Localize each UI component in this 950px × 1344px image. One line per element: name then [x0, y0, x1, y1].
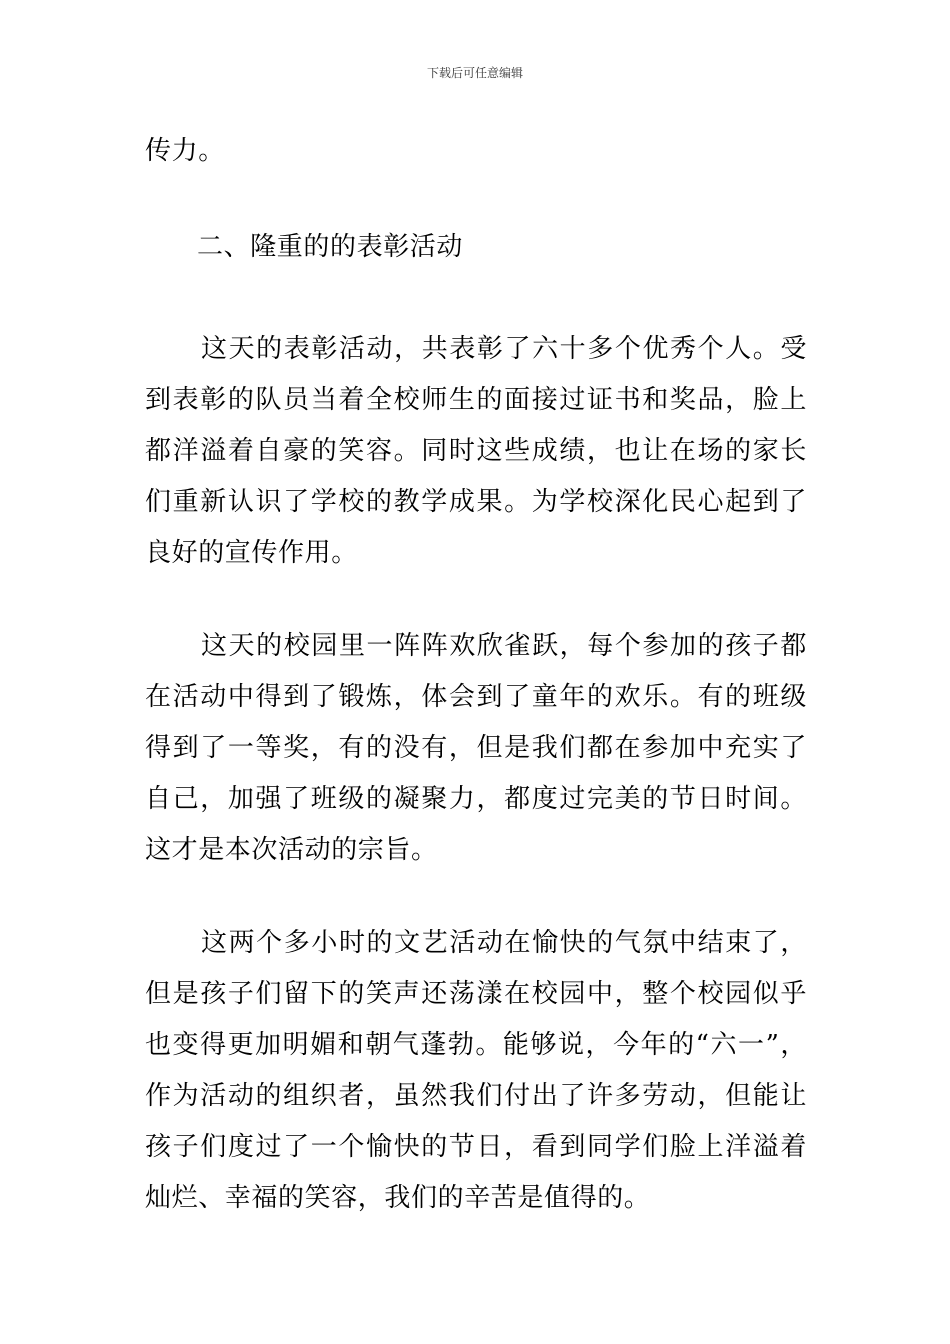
continuation-text: 传力。 [145, 136, 225, 166]
header-note: 下载后可任意编辑 [426, 66, 523, 80]
section-heading: 二、隆重的的表彰活动 [197, 232, 464, 262]
paragraph-campus: 这天的校园里一阵阵欢欣雀跃，每个参加的孩子都在活动中得到了锻炼，体会到了童年的欢乐。有的班级得到了一等奖，有的没有，但是我们都在参加中充实了自己，加强了班级的凝聚力，都度过完美的节日时间。这才是本次活动的宗旨。 [145, 631, 807, 865]
paragraph-conclusion: 这两个多小时的文艺活动在愉快的气氛中结束了，但是孩子们留下的笑声还荡漾在校园中，整个校园似乎也变得更加明媚和朝气蓬勃。能够说，今年的“六一”，作为活动的组织者，虽然我们付出了许多劳动，但能让孩子们度过了一个愉快的节日，看到同学们脸上洋溢着灿烂、幸福的笑容，我们的辛苦是值得的。 [145, 928, 807, 1213]
paragraph-awards: 这天的表彰活动，共表彰了六十多个优秀个人。受到表彰的队员当着全校师生的面接过证书和奖品，脸上都洋溢着自豪的笑容。同时这些成绩，也让在场的家长们重新认识了学校的教学成果。为学校深化民心起到了良好的宣传作用。 [145, 334, 807, 568]
